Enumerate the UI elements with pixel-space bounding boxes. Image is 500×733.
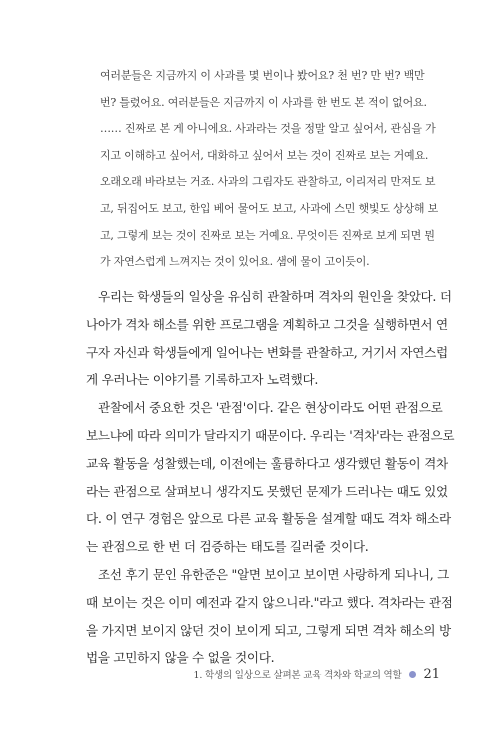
body-line: 조선 후기 문인 유한준은 "알면 보이고 보이면 사랑하게 되나니, 그	[98, 566, 450, 582]
quote-line: 오래오래 바라보는 거죠. 사과의 그림자도 관찰하고, 이리저리 만져도 보	[100, 175, 436, 189]
body-line: 는 관점으로 한 번 더 검증하는 태도를 길러줄 것이다.	[86, 539, 369, 555]
bullet-dot-icon	[409, 671, 416, 678]
page-number: 21	[423, 666, 440, 682]
body-line: 관찰에서 중요한 것은 '관점'이다. 같은 현상이라도 어떤 관점으로	[98, 400, 443, 416]
quote-line: 고, 그렇게 보는 것이 진짜로 보는 거예요. 무엇이든 진짜로 보게 되면 뭔	[100, 228, 435, 242]
quote-line: 고, 뒤집어도 보고, 한입 베어 물어도 보고, 사과에 스민 햇빛도 상상해 보	[100, 201, 439, 215]
quote-line: 번? 틀렸어요. 여러분들은 지금까지 이 사과를 한 번도 본 적이 없어요.	[100, 95, 427, 109]
running-footer	[193, 664, 440, 684]
body-line: 라는 관점으로 살펴보니 생각지도 못했던 문제가 드러나는 때도 있었	[86, 483, 448, 499]
quote-line: 여러분들은 지금까지 이 사과를 몇 번이나 봤어요? 천 번? 만 번? 백만	[100, 69, 425, 82]
chapter-title: 1. 학생의 일상으로 살펴본 교육 격차와 학교의 역할	[193, 670, 402, 681]
body-line: 때 보이는 것은 이미 예전과 같지 않으니라."라고 했다. 격차라는 관점	[86, 594, 453, 610]
body-text	[86, 283, 455, 672]
body-line: 다. 이 연구 경험은 앞으로 다른 교육 활동을 설계할 때도 격차 해소라	[86, 511, 451, 527]
body-line: 교육 활동을 성찰했는데, 이전에는 훌륭하다고 생각했던 활동이 격차	[86, 455, 448, 471]
quote-block	[100, 63, 439, 276]
body-line: 법을 고민하지 않을 수 없을 것이다.	[86, 650, 275, 666]
body-line: 구자 자신과 학생들에게 일어나는 변화를 관찰하고, 거기서 자연스럽	[86, 344, 448, 360]
body-line: 나아가 격차 해소를 위한 프로그램을 계획하고 그것을 실행하면서 연	[86, 316, 448, 332]
quote-line: …… 진짜로 본 게 아니에요. 사과라는 것을 정말 알고 싶어서, 관심을 가	[100, 122, 436, 136]
body-line: 보느냐에 따라 의미가 달라지기 때문이다. 우리는 '격차'라는 관점으로	[86, 427, 455, 443]
quote-line: 가 자연스럽게 느껴지는 것이 있어요. 샘에 물이 고이듯이.	[100, 255, 370, 269]
quote-line: 지고 이해하고 싶어서, 대화하고 싶어서 보는 것이 진짜로 보는 거예요.	[100, 148, 429, 162]
body-line: 게 우러나는 이야기를 기록하고자 노력했다.	[86, 372, 319, 388]
body-line: 우리는 학생들의 일상을 유심히 관찰하며 격차의 원인을 찾았다. 더	[98, 289, 452, 304]
body-line: 을 가지면 보이지 않던 것이 보이게 되고, 그렇게 되면 격차 해소의 방	[86, 622, 451, 638]
